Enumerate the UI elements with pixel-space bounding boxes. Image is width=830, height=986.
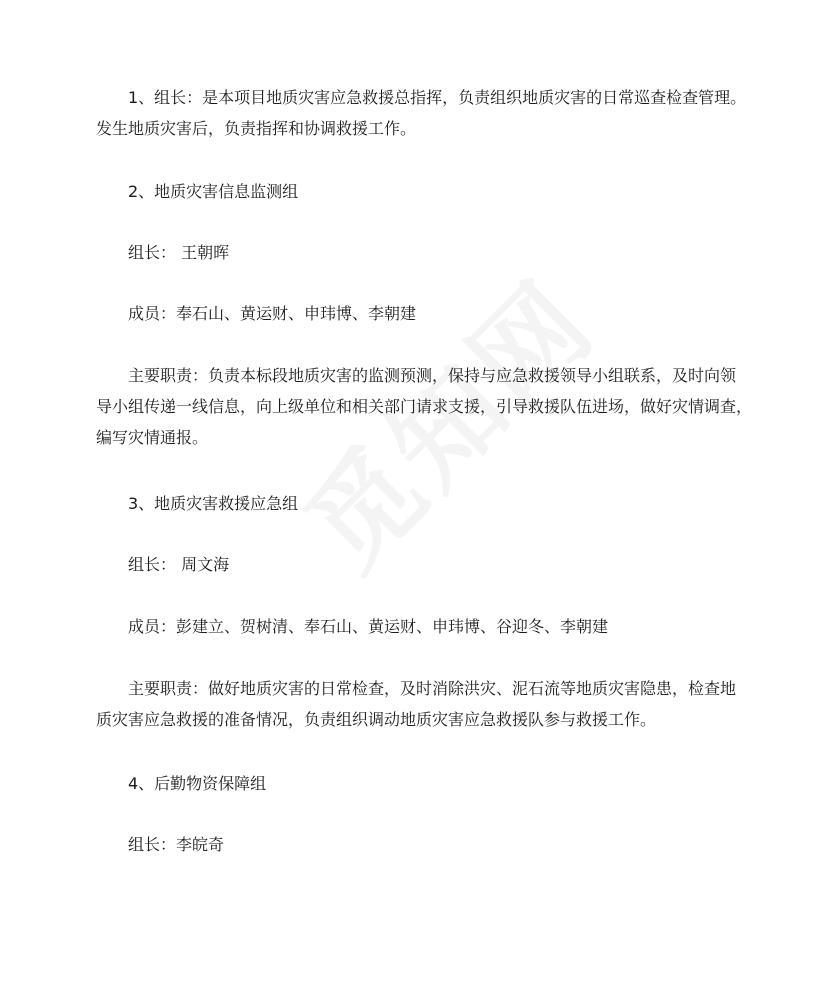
- paragraph-line: 主要职责：负责本标段地质灾害的监测预测，保持与应急救援领导小组联系，及时向领: [128, 366, 737, 385]
- paragraph-line: 1、组长：是本项目地质灾害应急救援总指挥，负责组织地质灾害的日常巡查检查管理。: [128, 88, 747, 107]
- rescue-group-leader: 组长： 周文海: [128, 555, 230, 574]
- paragraph-line: 发生地质灾害后，负责指挥和协调救援工作。: [96, 119, 417, 138]
- monitoring-group-duties: [96, 360, 760, 453]
- monitoring-group-leader: 组长： 王朝晖: [128, 243, 230, 262]
- paragraph-team-leader: [96, 82, 760, 144]
- paragraph-line: 质灾害应急救援的准备情况，负责组织调动地质灾害应急救援队参与救援工作。: [96, 710, 657, 729]
- rescue-group-members: 成员：彭建立、贺树清、奉石山、黄运财、申玮博、谷迎冬、李朝建: [128, 617, 609, 636]
- paragraph-line: 导小组传递一线信息，向上级单位和相关部门请求支援，引导救援队伍进场，做好灾情调查，: [96, 397, 753, 416]
- logistics-group-leader: 组长：李皖奇: [128, 835, 225, 854]
- rescue-group-duties: [96, 673, 760, 735]
- paragraph-line: 编写灾情通报。: [96, 428, 209, 447]
- heading-rescue-group: 3、地质灾害救援应急组: [128, 494, 299, 513]
- heading-logistics-group: 4、后勤物资保障组: [128, 774, 267, 793]
- monitoring-group-members: 成员：奉石山、黄运财、申玮博、李朝建: [128, 304, 417, 323]
- paragraph-line: 主要职责：做好地质灾害的日常检查，及时消除洪灾、泥石流等地质灾害隐患，检查地: [128, 679, 737, 698]
- heading-monitoring-group: 2、地质灾害信息监测组: [128, 182, 299, 201]
